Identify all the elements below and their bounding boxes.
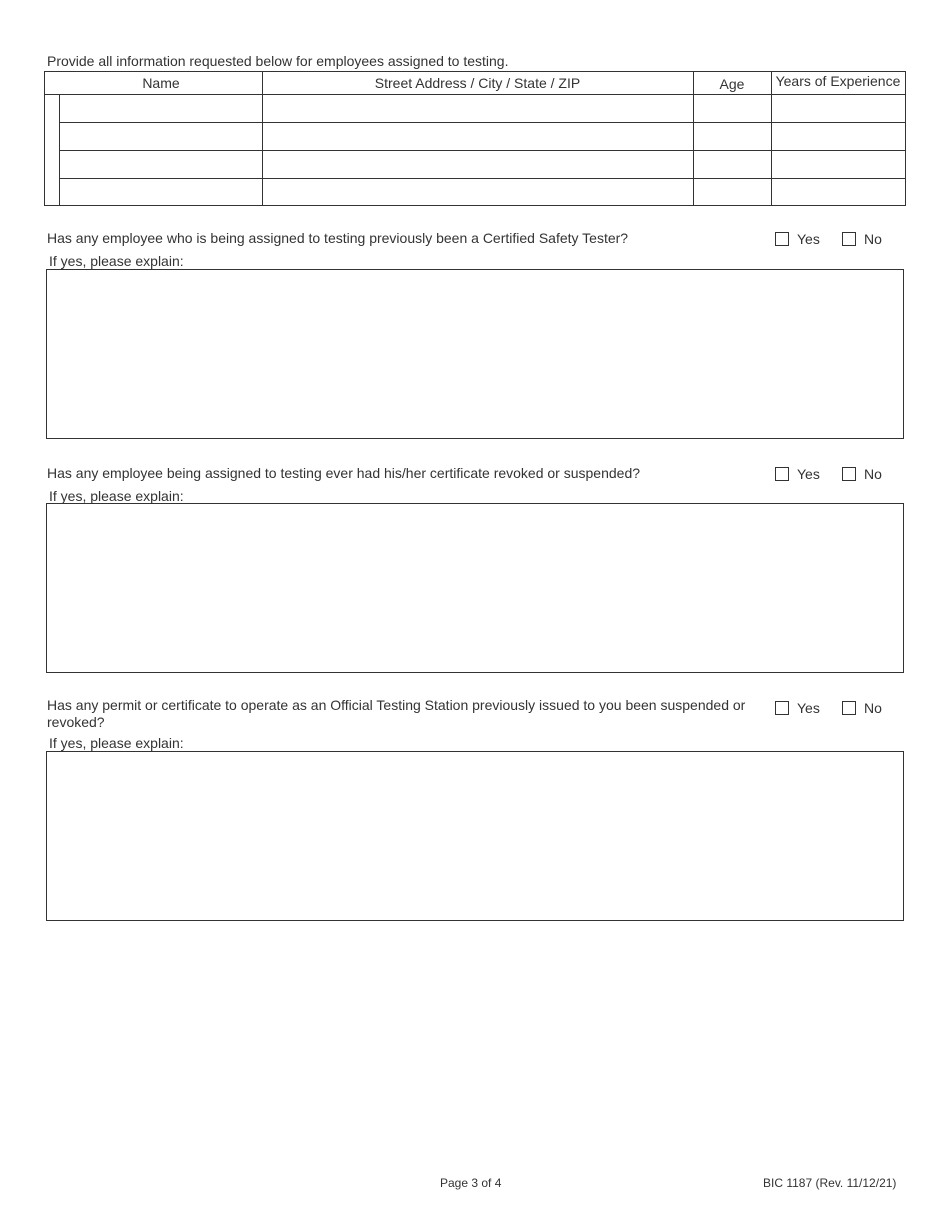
intro-text: Provide all information requested below for employees assigned to testing.: [47, 53, 509, 69]
employee-table: [44, 71, 906, 206]
question-1-no-option[interactable]: [842, 231, 882, 247]
question-1-explain-box: [46, 269, 904, 439]
question-3-explain-label: If yes, please explain:: [49, 735, 184, 751]
row-1-address-input[interactable]: [263, 95, 692, 122]
row-3-age-input[interactable]: [694, 151, 770, 178]
row-1-name-input[interactable]: [61, 95, 261, 122]
question-3-yes-option[interactable]: [775, 700, 820, 716]
question-2-yes-checkbox[interactable]: [775, 467, 789, 481]
question-3-no-label: No: [864, 700, 882, 716]
question-3-explain-box: [46, 751, 904, 921]
form-id: BIC 1187 (Rev. 11/12/21): [763, 1176, 897, 1190]
question-3-explain-input[interactable]: [47, 752, 903, 920]
row-3-name-input[interactable]: [61, 151, 261, 178]
question-1-yes-checkbox[interactable]: [775, 232, 789, 246]
row-1-age-input[interactable]: [694, 95, 770, 122]
question-1-yes-option[interactable]: [775, 231, 820, 247]
question-2-explain-label: If yes, please explain:: [49, 488, 184, 504]
question-2-no-label: No: [864, 466, 882, 482]
row-4-address-input[interactable]: [263, 179, 692, 205]
row-4-name-input[interactable]: [61, 179, 261, 205]
question-3-yes-label: Yes: [797, 700, 820, 716]
question-2-yes-option[interactable]: [775, 466, 820, 482]
question-1-explain-label: If yes, please explain:: [49, 253, 184, 269]
question-3-no-checkbox[interactable]: [842, 701, 856, 715]
question-2-yes-label: Yes: [797, 466, 820, 482]
row-2-age-input[interactable]: [694, 123, 770, 150]
question-2-explain-input[interactable]: [47, 504, 903, 672]
question-2-text: Has any employee being assigned to testing ever had his/her certificate revoked or suspended?: [47, 465, 641, 481]
question-2-explain-box: [46, 503, 904, 673]
question-3-yes-checkbox[interactable]: [775, 701, 789, 715]
question-2-no-checkbox[interactable]: [842, 467, 856, 481]
question-3-text: Has any permit or certificate to operate as an Official Testing Station previously issued to you been suspended or revoked?: [47, 697, 746, 730]
row-3-experience-input[interactable]: [772, 151, 904, 178]
header-name: Name: [142, 75, 180, 91]
question-1-explain-input[interactable]: [47, 270, 903, 438]
row-2-name-input[interactable]: [61, 123, 261, 150]
header-age: Age: [719, 76, 745, 92]
row-1-experience-input[interactable]: [772, 95, 904, 122]
question-3-no-option[interactable]: [842, 700, 882, 716]
question-1-yes-label: Yes: [797, 231, 820, 247]
row-3-address-input[interactable]: [263, 151, 692, 178]
header-address: Street Address / City / State / ZIP: [374, 75, 581, 91]
question-1-text: Has any employee who is being assigned to testing previously been a Certified Safety Tester?: [47, 230, 629, 246]
page-number: Page 3 of 4: [440, 1176, 502, 1190]
header-years-experience: Years of Experience: [775, 73, 901, 89]
question-1-no-label: No: [864, 231, 882, 247]
row-2-address-input[interactable]: [263, 123, 692, 150]
row-4-experience-input[interactable]: [772, 179, 904, 205]
question-1-no-checkbox[interactable]: [842, 232, 856, 246]
row-2-experience-input[interactable]: [772, 123, 904, 150]
question-2-no-option[interactable]: [842, 466, 882, 482]
row-4-age-input[interactable]: [694, 179, 770, 205]
